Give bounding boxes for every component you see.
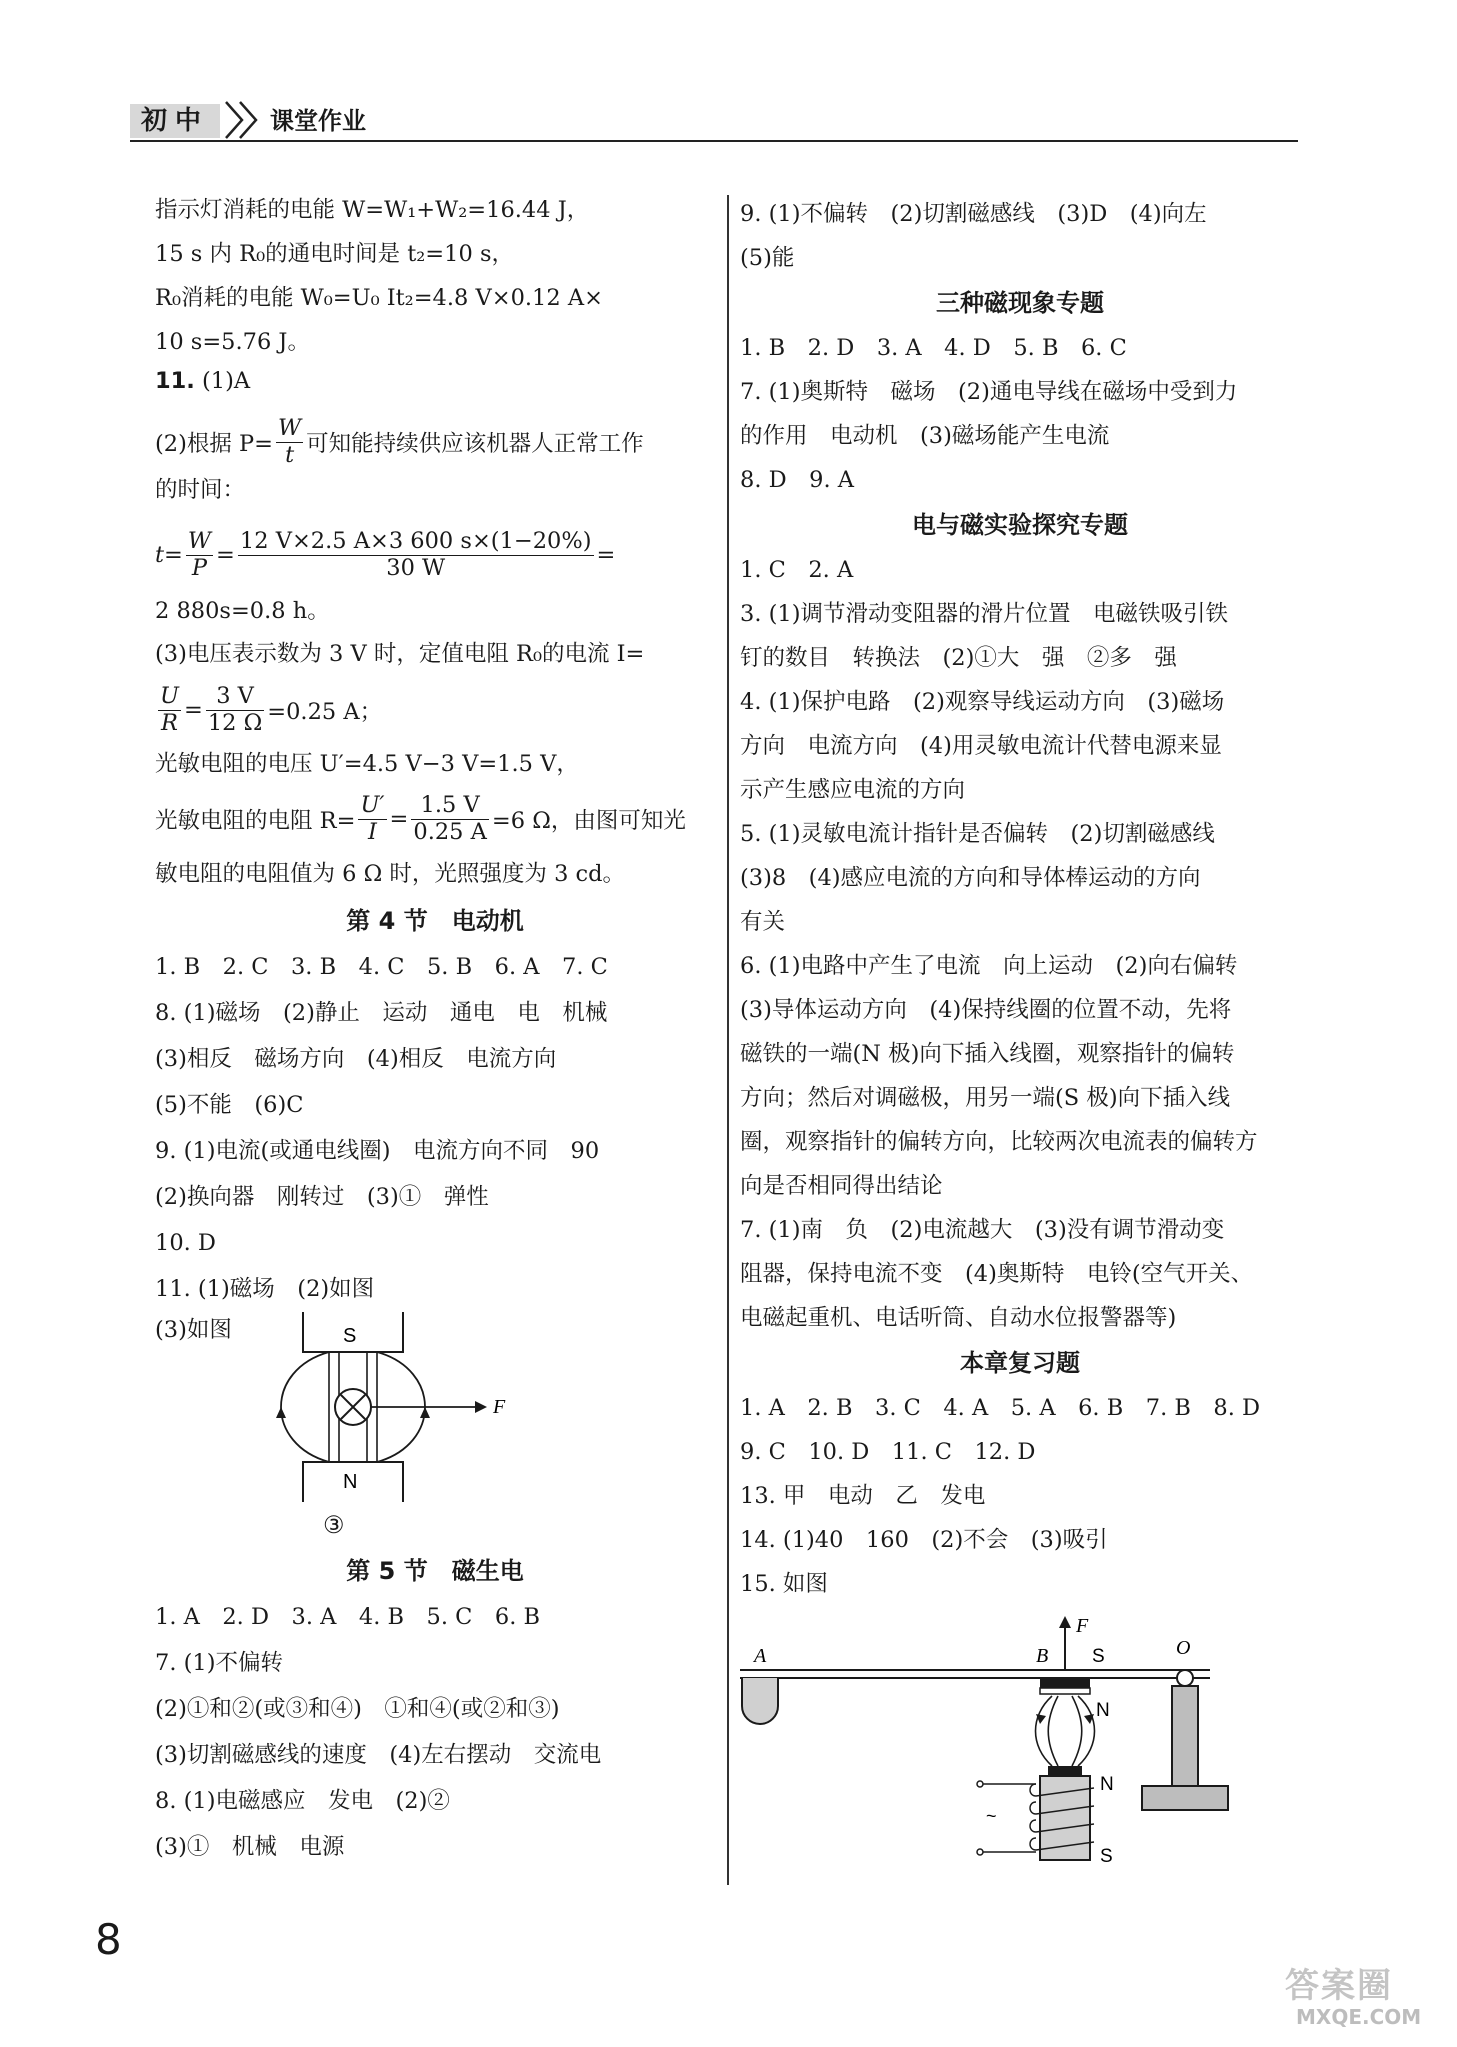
- answer-line: 7. (1)奥斯特 磁场 (2)通电导线在磁场中受到力: [740, 379, 1238, 405]
- answer-line: 8. (1)磁场 (2)静止 运动 通电 电 机械: [155, 1000, 608, 1026]
- answer-line: (3)切割磁感线的速度 (4)左右摆动 交流电: [155, 1742, 602, 1768]
- answer-text: (3)如图: [155, 1317, 232, 1343]
- ac-symbol: ~: [986, 1806, 997, 1826]
- answer-line: 5. (1)灵敏电流计指针是否偏转 (2)切割磁感线: [740, 821, 1215, 847]
- section-heading: 本章复习题: [960, 1349, 1080, 1377]
- magnet-s-label: S: [343, 1325, 357, 1347]
- answer-line: 2 880s=0.8 h。: [155, 598, 330, 624]
- answer-text: =: [389, 806, 409, 832]
- label-o: O: [1176, 1637, 1191, 1659]
- answer-line: 9. (1)电流(或通电线圈) 电流方向不同 90: [155, 1138, 600, 1164]
- motor-figure-block: [155, 1312, 715, 1502]
- answer-text: =0.25 A；: [267, 699, 383, 725]
- fraction: $\frac{W}{P}$: [187, 527, 212, 581]
- label-f: F: [1076, 1616, 1089, 1637]
- answer-line: 7. (1)南 负 (2)电流越大 (3)没有调节滑动变: [740, 1217, 1225, 1243]
- fraction: $\frac{W}{t}$: [278, 414, 302, 468]
- answer-line: R₀消耗的电能 W₀=U₀ It₂=4.8 V×0.12 A×: [155, 285, 603, 311]
- answer-line: 有关: [740, 909, 786, 935]
- answer-line: [155, 412, 715, 472]
- section-heading: 三种磁现象专题: [936, 289, 1104, 317]
- figure-caption: ③: [323, 1511, 345, 1539]
- answer-line: 钉的数目 转换法 (2)①大 强 ②多 强: [740, 645, 1177, 671]
- answer-line: 1. A 2. B 3. C 4. A 5. A 6. B 7. B 8. D: [740, 1395, 1261, 1421]
- answer-line: (5)能: [740, 245, 795, 271]
- answer-text: 光敏电阻的电阻 R=: [155, 808, 356, 834]
- answer-line: 圈，观察指针的偏转方向，比较两次电流表的偏转方: [740, 1129, 1258, 1155]
- label-s-top: S: [1092, 1646, 1105, 1667]
- answer-line: 向是否相同得出结论: [740, 1173, 943, 1199]
- answer-line: 8. D 9. A: [740, 467, 855, 493]
- answer-text: =: [216, 542, 235, 568]
- force-label: F: [493, 1396, 506, 1418]
- magnet-n-label: N: [343, 1471, 358, 1493]
- fraction: $\frac{1.5 V}{0.25 A}$: [413, 791, 487, 845]
- label-a: A: [754, 1645, 767, 1667]
- page-header: [130, 82, 1298, 142]
- answer-line: 4. (1)保护电路 (2)观察导线运动方向 (3)磁场: [740, 689, 1225, 715]
- column-divider: [727, 195, 729, 1885]
- label-s-low: S: [1100, 1846, 1113, 1867]
- answer-line: (3)电压表示数为 3 V 时，定值电阻 R₀的电流 I=: [155, 641, 645, 667]
- answer-line: 7. (1)不偏转: [155, 1650, 283, 1676]
- answer-line: 方向 电流方向 (4)用灵敏电流计代替电源来显: [740, 733, 1222, 759]
- double-chevron-icon: [222, 96, 270, 140]
- section-heading: 第 5 节 磁生电: [346, 1557, 524, 1585]
- label-n-low: N: [1100, 1774, 1114, 1795]
- section-heading: 电与磁实验探究专题: [912, 511, 1128, 539]
- answer-text: =: [183, 697, 203, 723]
- answer-line: 10 s=5.76 J。: [155, 329, 310, 355]
- fraction: $\frac{3 V}{12 \Omega}$: [207, 682, 263, 736]
- answer-line: 示产生感应电流的方向: [740, 777, 966, 803]
- motor-coil-diagram: [255, 1312, 575, 1502]
- fraction: $\frac{U'}{I}$: [360, 791, 385, 845]
- label-b: B: [1036, 1645, 1049, 1667]
- answer-line: (3)导体运动方向 (4)保持线圈的位置不动，先将: [740, 997, 1232, 1023]
- header-rule: [130, 140, 1298, 142]
- fraction: $\frac{U}{R}$: [160, 682, 179, 736]
- answer-line: 光敏电阻的电压 U′=4.5 V−3 V=1.5 V，: [155, 751, 579, 777]
- answer-line: (3)① 机械 电源: [155, 1834, 345, 1860]
- answer-line: 1. C 2. A: [740, 557, 854, 583]
- answer-line: 的时间：: [155, 477, 246, 503]
- grade-tag: 初中: [130, 104, 220, 138]
- answer-line: (2)①和②(或③和④) ①和④(或②和③): [155, 1696, 560, 1722]
- fraction: $\frac{12 V\times 2.5 A\times 3 600 s\times(1-20\%)}{30 W}$: [239, 527, 592, 581]
- answer-line: 1. B 2. D 3. A 4. D 5. B 6. C: [740, 335, 1127, 361]
- answer-line: 9. (1)不偏转 (2)切割磁感线 (3)D (4)向左: [740, 201, 1207, 227]
- watermark-logo: 答案圈: [1285, 1966, 1393, 2006]
- answer-line: 的作用 电动机 (3)磁场能产生电流: [740, 423, 1110, 449]
- lever-electromagnet-diagram: [740, 1616, 1300, 1876]
- answer-text: t=: [155, 542, 183, 568]
- answer-line: 指示灯消耗的电能 W=W₁+W₂=16.44 J，: [155, 197, 590, 223]
- answer-line: (5)不能 (6)C: [155, 1092, 304, 1118]
- left-column: [155, 192, 715, 1870]
- answer-line: 13. 甲 电动 乙 发电: [740, 1483, 986, 1509]
- watermark-url: MXQE.COM: [1296, 2005, 1422, 2029]
- answer-line: 磁铁的一端(N 极)向下插入线圈，观察指针的偏转: [740, 1041, 1235, 1067]
- answer-line: 6. (1)电路中产生了电流 向上运动 (2)向右偏转: [740, 953, 1238, 979]
- answer-line: [155, 524, 715, 586]
- answer-line: [155, 680, 715, 740]
- answer-line: 方向；然后对调磁极，用另一端(S 极)向下插入线: [740, 1085, 1231, 1111]
- question-number: 11.: [155, 368, 195, 394]
- answer-line: 电磁起重机、电话听筒、自动水位报警器等): [740, 1305, 1177, 1331]
- answer-line: [155, 788, 715, 850]
- answer-line: 1. A 2. D 3. A 4. B 5. C 6. B: [155, 1604, 541, 1630]
- answer-line: 15 s 内 R₀的通电时间是 t₂=10 s，: [155, 241, 514, 267]
- answer-text: 可知能持续供应该机器人正常工作: [306, 431, 644, 457]
- answer-line: [155, 368, 715, 412]
- answer-line: 14. (1)40 160 (2)不会 (3)吸引: [740, 1527, 1108, 1553]
- answer-line: 15. 如图: [740, 1571, 828, 1597]
- answer-text: =6 Ω，由图可知光: [491, 808, 686, 834]
- answer-line: 9. C 10. D 11. C 12. D: [740, 1439, 1036, 1465]
- answer-text: (2)根据 P=: [155, 431, 274, 457]
- page-number: 8: [95, 1915, 122, 1964]
- section-heading: 第 4 节 电动机: [346, 907, 524, 935]
- book-title: 课堂作业: [270, 107, 366, 135]
- answer-line: 11. (1)磁场 (2)如图: [155, 1276, 375, 1302]
- label-n-mid: N: [1096, 1700, 1110, 1721]
- answer-line: 8. (1)电磁感应 发电 (2)②: [155, 1788, 450, 1814]
- answer-text: =: [596, 542, 616, 568]
- answer-line: (3)8 (4)感应电流的方向和导体棒运动的方向: [740, 865, 1201, 891]
- answer-line: (2)换向器 刚转过 (3)① 弹性: [155, 1184, 489, 1210]
- answer-line: 阻器，保持电流不变 (4)奥斯特 电铃(空气开关、: [740, 1261, 1254, 1287]
- answer-line: (3)相反 磁场方向 (4)相反 电流方向: [155, 1046, 557, 1072]
- answer-line: 10. D: [155, 1230, 216, 1256]
- answer-line: 1. B 2. C 3. B 4. C 5. B 6. A 7. C: [155, 954, 608, 980]
- answer-line: 3. (1)调节滑动变阻器的滑片位置 电磁铁吸引铁: [740, 601, 1228, 627]
- answer-text: (1)A: [202, 368, 251, 394]
- right-column: [740, 192, 1300, 1876]
- answer-line: 敏电阻的电阻值为 6 Ω 时，光照强度为 3 cd。: [155, 861, 626, 887]
